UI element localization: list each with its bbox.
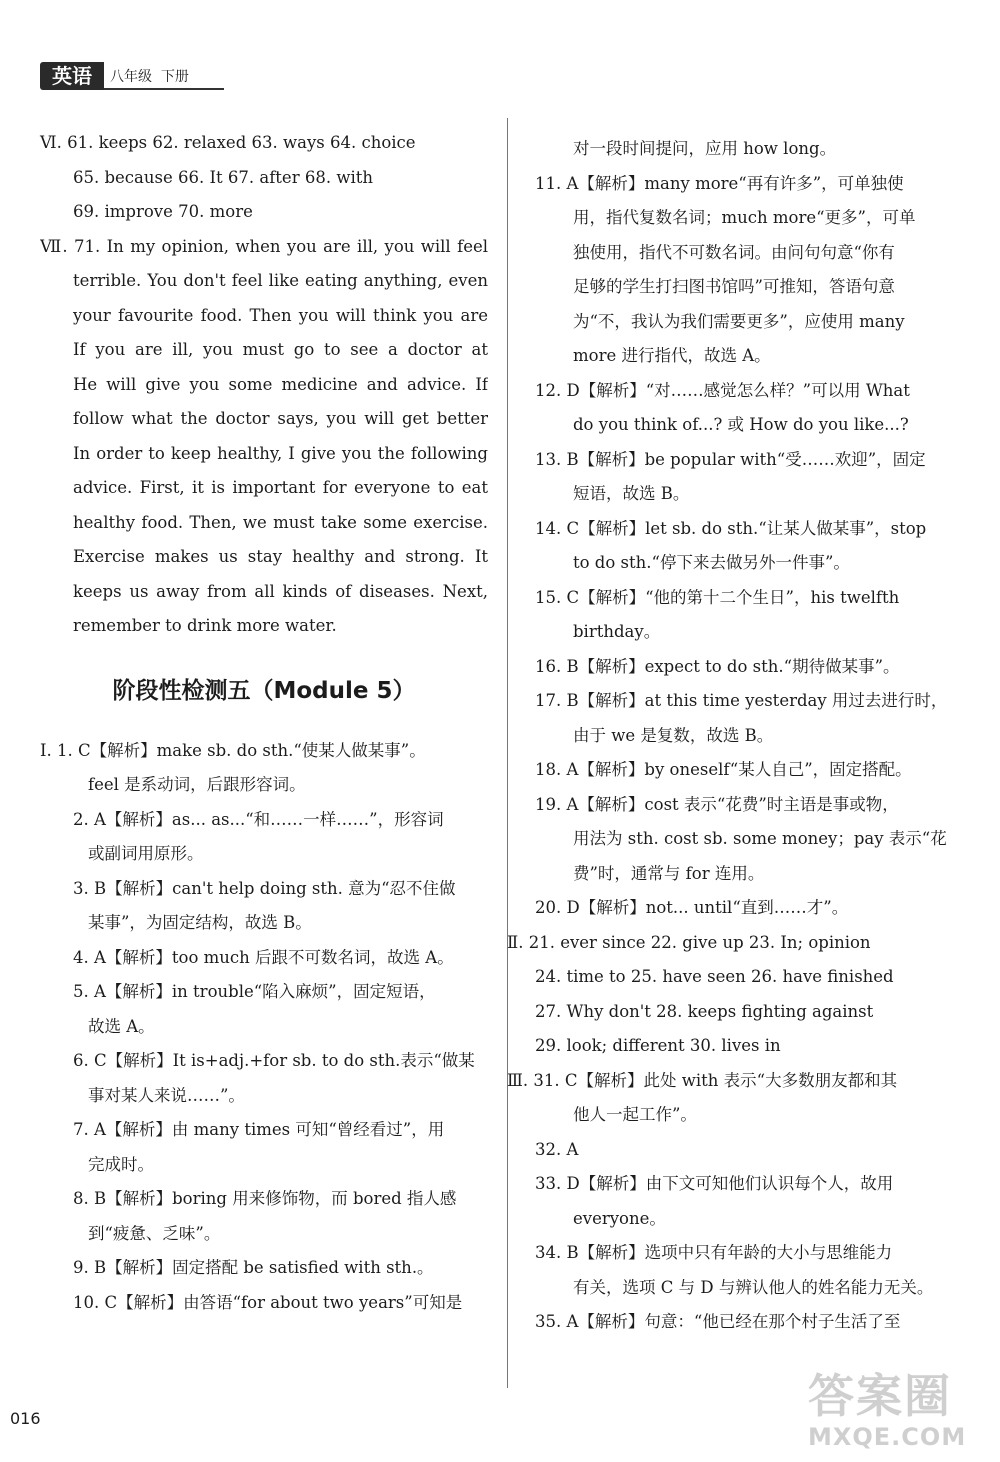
answer-line: 3. B【解析】can't help doing sth. 意为“忍不住做 xyxy=(73,878,456,898)
answer-line: 29. look; different 30. lives in xyxy=(535,1036,781,1055)
answer-line: 用，指代复数名词；much more“更多”，可单 xyxy=(573,208,916,227)
right-column xyxy=(507,132,960,1340)
answer-line: 或副词用原形。 xyxy=(88,844,204,863)
answer-line: healthy food. Then, we must take some exercise. xyxy=(73,512,488,532)
answer-line: 10. C【解析】由答语“for about two years”可知是 xyxy=(73,1292,463,1312)
column-divider xyxy=(507,118,508,1388)
answer-line: 6. C【解析】It is+adj.+for sb. to do sth.表示“做某 xyxy=(73,1051,475,1070)
answer-line: 14. C【解析】let sb. do sth.“让某人做某事”，stop xyxy=(535,518,927,538)
answer-line: Ⅰ. 1. C【解析】make sb. do sth.“使某人做某事”。 xyxy=(40,740,426,760)
answer-line: follow what the doctor says, you will get better xyxy=(73,409,488,428)
answer-line: 到“疲惫、乏味”。 xyxy=(88,1223,221,1243)
answer-line: 有关，选项 C 与 D 与辨认他人的姓名能力无关。 xyxy=(573,1277,934,1297)
answer-line: 费”时，通常与 for 连用。 xyxy=(573,863,765,883)
answer-line: birthday。 xyxy=(573,622,661,641)
answer-line: Ⅵ. 61. keeps 62. relaxed 63. ways 64. choice xyxy=(40,133,416,152)
answer-line: 2. A【解析】as... as...“和……一样……”，形容词 xyxy=(73,809,444,829)
answer-line: 20. D【解析】not... until“直到……才”。 xyxy=(535,898,849,917)
answer-line: 18. A【解析】by oneself“某人自己”，固定搭配。 xyxy=(535,760,912,779)
book-header xyxy=(40,62,215,92)
answer-line: 13. B【解析】be popular with“受……欢迎”，固定 xyxy=(535,449,926,469)
answer-line: 17. B【解析】at this time yesterday 用过去进行时， xyxy=(535,691,948,710)
answer-line: 32. A xyxy=(535,1139,579,1159)
watermark-logo: 答案圈 MXQE.COM xyxy=(808,1369,967,1451)
answer-line: 19. A【解析】cost 表示“花费”时主语是事或物， xyxy=(535,794,899,814)
answer-line: your favourite food. Then you will think you are xyxy=(73,305,488,325)
answer-line: 8. B【解析】boring 用来修饰物，而 bored 指人感 xyxy=(73,1189,457,1208)
page-number: 016 xyxy=(10,1409,41,1428)
answer-line: 7. A【解析】由 many times 可知“曾经看过”，用 xyxy=(73,1120,445,1139)
answer-line: In order to keep healthy, I give you the following xyxy=(73,443,488,463)
subject-label: 英语 xyxy=(40,62,104,90)
answer-line: 故选 A。 xyxy=(88,1016,155,1036)
answer-line: 15. C【解析】“他的第十二个生日”，his twelfth xyxy=(535,587,900,607)
answer-line: 65. because 66. It 67. after 68. with xyxy=(73,167,373,187)
answer-line: 短语，故选 B。 xyxy=(573,484,690,503)
left-column xyxy=(40,126,488,1320)
answer-line: keeps us away from all kinds of diseases. Next, xyxy=(73,581,488,601)
section-heading: 阶段性检测五（Module 5） xyxy=(112,677,416,704)
header-rule xyxy=(104,88,224,90)
answer-line: 12. D【解析】“对……感觉怎么样？”可以用 What xyxy=(535,380,910,400)
answer-line: to do sth.“停下来去做另外一件事”。 xyxy=(573,553,850,572)
answer-line: If you are ill, you must go to see a doctor at xyxy=(73,340,488,359)
grade-label: 八年级 下册 xyxy=(110,69,189,85)
answer-line: 用法为 sth. cost sb. some money；pay 表示“花 xyxy=(573,829,947,848)
answer-line: 独使用，指代不可数名词。由问句句意“你有 xyxy=(573,242,895,262)
answer-line: Ⅶ. 71. In my opinion, when you are ill, you will feel xyxy=(40,236,488,256)
answer-line: remember to drink more water. xyxy=(73,616,337,635)
answer-line: 足够的学生打扫图书馆吗”可推知，答语句意 xyxy=(573,277,895,296)
answer-line: Ⅲ. 31. C【解析】此处 with 表示“大多数朋友都和其 xyxy=(507,1070,898,1090)
answer-line: 4. A【解析】too much 后跟不可数名词，故选 A。 xyxy=(73,947,454,967)
answer-line: Exercise makes us stay healthy and strong. It xyxy=(73,547,488,566)
answer-line: He will give you some medicine and advice. If xyxy=(73,374,488,394)
answer-line: 69. improve 70. more xyxy=(73,202,253,221)
answer-line: 某事”，为固定结构，故选 B。 xyxy=(88,913,312,932)
answer-line: terrible. You don't feel like eating anything, even xyxy=(73,271,488,290)
answer-line: advice. First, it is important for everyone to eat xyxy=(73,478,488,497)
answer-line: 完成时。 xyxy=(88,1154,154,1174)
answer-line: 事对某人来说……”。 xyxy=(88,1085,245,1105)
answer-line: 由于 we 是复数，故选 B。 xyxy=(573,725,774,745)
answer-line: 33. D【解析】由下文可知他们认识每个人，故用 xyxy=(535,1174,894,1193)
answer-line: 16. B【解析】expect to do sth.“期待做某事”。 xyxy=(535,656,900,676)
answer-line: 24. time to 25. have seen 26. have finished xyxy=(535,967,894,986)
answer-line: Ⅱ. 21. ever since 22. give up 23. In; opinion xyxy=(507,932,871,952)
answer-line: feel 是系动词，后跟形容词。 xyxy=(88,775,306,794)
answer-line: 27. Why don't 28. keeps fighting against xyxy=(535,1001,874,1021)
answer-line: 9. B【解析】固定搭配 be satisfied with sth.。 xyxy=(73,1258,434,1277)
answer-line: 35. A【解析】句意：“他已经在那个村子生活了至 xyxy=(535,1312,901,1331)
answer-line: 11. A【解析】many more“再有许多”，可单独使 xyxy=(535,173,904,193)
answer-line: 他人一起工作”。 xyxy=(573,1105,697,1124)
answer-line: 为“不，我认为我们需要更多”，应使用 many xyxy=(573,311,905,331)
answer-line: 34. B【解析】选项中只有年龄的大小与思维能力 xyxy=(535,1243,893,1262)
answer-line: 5. A【解析】in trouble“陷入麻烦”，固定短语， xyxy=(73,982,436,1001)
answer-line: do you think of...? 或 How do you like...? xyxy=(573,415,909,434)
answer-line: everyone。 xyxy=(573,1208,666,1228)
answer-line: 对一段时间提问，应用 how long。 xyxy=(573,139,837,158)
answer-line: more 进行指代，故选 A。 xyxy=(573,346,771,365)
